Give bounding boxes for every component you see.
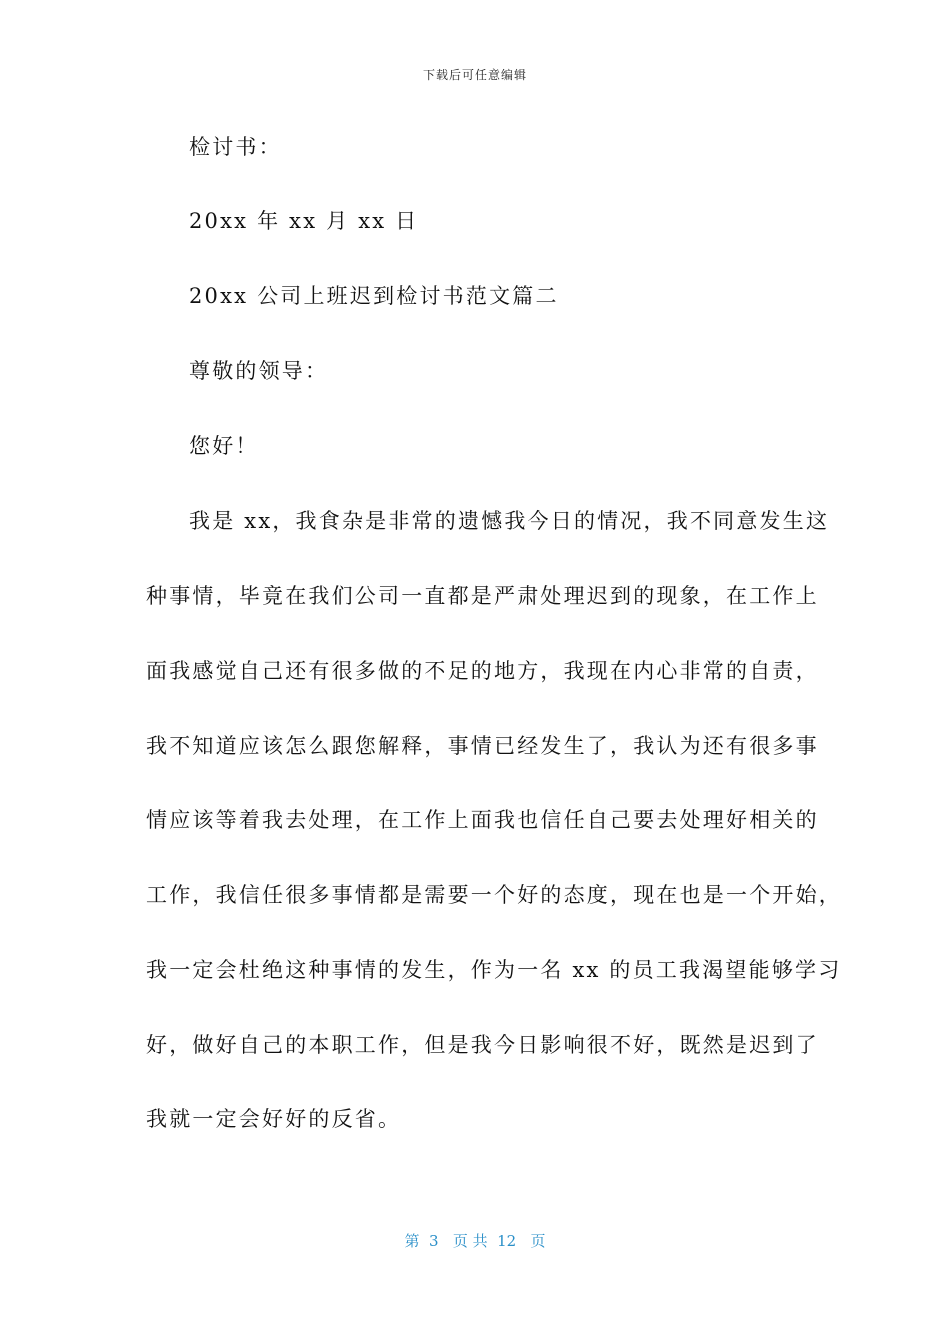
body-line-7: 我一定会杜绝这种事情的发生，作为一名 xx 的员工我渴望能够学习: [146, 958, 842, 982]
greeting: 您好！: [189, 434, 259, 458]
body-line-1: 我是 xx，我食杂是非常的遗憾我今日的情况，我不同意发生这: [189, 509, 830, 533]
body-line-3: 面我感觉自己还有很多做的不足的地方，我现在内心非常的自责，: [146, 659, 819, 683]
body-line-2: 种事情，毕竟在我们公司一直都是严肃处理迟到的现象，在工作上: [146, 584, 819, 608]
date-line: 20xx 年 xx 月 xx 日: [189, 209, 419, 233]
heading-review-letter: 检讨书：: [189, 135, 282, 159]
body-line-8: 好，做好自己的本职工作，但是我今日影响很不好，既然是迟到了: [146, 1033, 819, 1057]
body-line-5: 情应该等着我去处理，在工作上面我也信任自己要去处理好相关的: [146, 808, 819, 832]
page-header: 下载后可任意编辑: [422, 68, 527, 82]
page-number-footer: 第 3 页 共 12 页: [404, 1232, 546, 1250]
salutation: 尊敬的领导：: [189, 359, 329, 383]
body-line-4: 我不知道应该怎么跟您解释，事情已经发生了，我认为还有很多事: [146, 734, 819, 758]
body-line-9: 我就一定会好好的反省。: [146, 1107, 402, 1131]
section-title: 20xx 公司上班迟到检讨书范文篇二: [189, 284, 559, 308]
body-line-6: 工作，我信任很多事情都是需要一个好的态度，现在也是一个开始，: [146, 883, 842, 907]
